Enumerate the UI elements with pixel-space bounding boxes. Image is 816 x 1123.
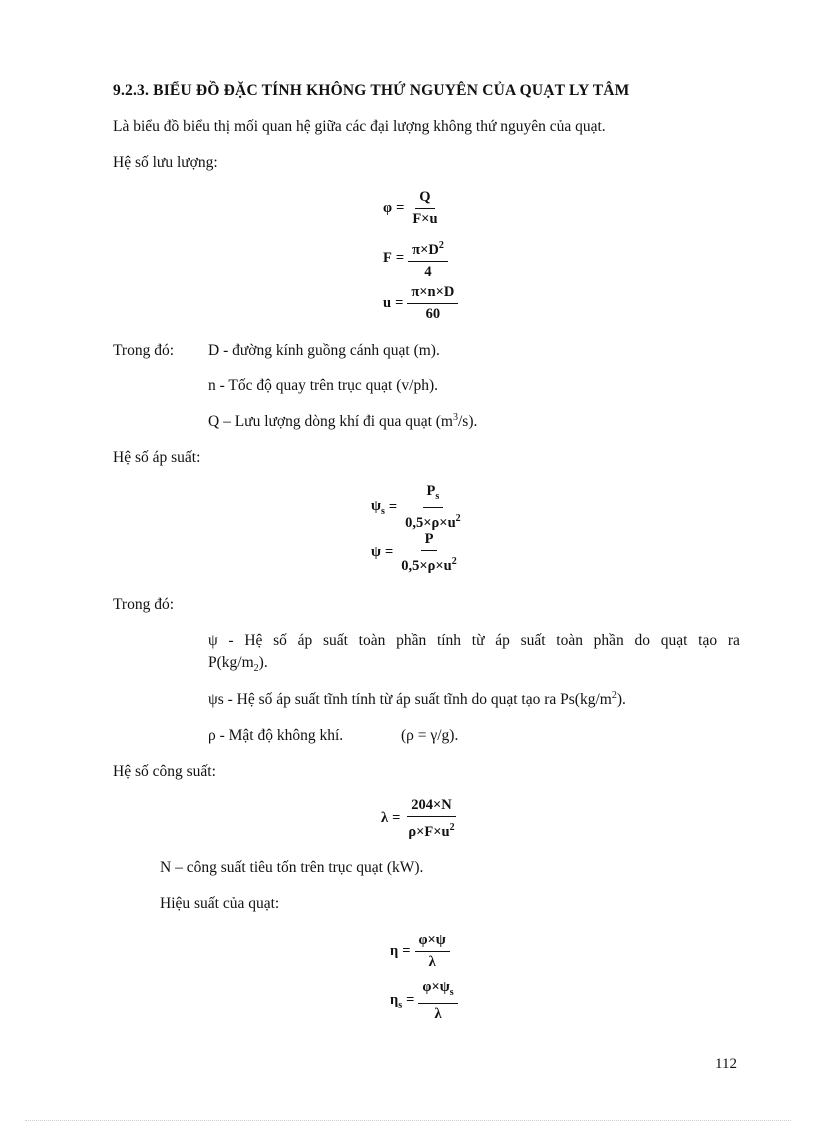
formula-psi-s: $\psi_s$ = $\frac{P_s}{0,5\times\rho\times u^2}$ (371, 483, 461, 531)
page-bottom-divider (25, 1120, 791, 1121)
definition-psi-continued: $P(kg/m_2)$. (208, 654, 268, 675)
formula-lhs: λ (381, 810, 389, 827)
formula-numerator: φ×ψ (422, 979, 450, 995)
formula-lhs: η (390, 943, 399, 959)
definition-word: tính (436, 632, 462, 649)
definition-word: toàn (358, 632, 386, 649)
formula-denominator: λ (434, 1005, 442, 1022)
formula-numerator: P (426, 483, 436, 499)
formula-lhs: u (383, 295, 392, 311)
definition-word: - (228, 632, 234, 649)
formula-denominator: ρ×F×u (408, 823, 450, 840)
definition-word: ψ (208, 632, 218, 649)
definition-word: suất (322, 632, 348, 649)
formula-phi: φ = $\frac{Q}{F\times u}$ (383, 189, 442, 228)
definition-word: toàn (556, 632, 583, 649)
definition-word: số (273, 632, 287, 649)
formula-denominator: 0,5×ρ×u (405, 514, 456, 531)
definition-n-power: N – công suất tiêu tốn trên trục quạt (kW). (160, 859, 424, 876)
pressure-coefficient-label: Hệ số áp suất: (113, 449, 201, 466)
definition-d: D - đường kính guồng cánh quạt (m). (208, 342, 440, 359)
definition-word: tạo (698, 632, 718, 649)
definition-word: từ (471, 632, 485, 649)
formula-lhs: η (390, 991, 399, 1008)
formula-lhs: ψ (371, 544, 381, 561)
formula-lhs: φ (383, 200, 393, 216)
formula-denominator: F×u (412, 211, 438, 227)
definition-rho: ρ - Mật độ không khí. (208, 727, 344, 744)
definition-word: Hệ (244, 632, 263, 649)
definition-psi-s: ψs - Hệ số áp suất tĩnh tính từ áp suất tĩnh do quạt tạo ra $Ps(kg/m^2)$. (208, 690, 626, 709)
definition-q: Q – Lưu lượng dòng khí đi qua quạt $(m^3/s)$. (208, 412, 478, 431)
definition-word: phần (396, 632, 427, 649)
flow-coefficient-label: Hệ số lưu lượng: (113, 154, 218, 171)
formula-numerator: P (421, 531, 438, 551)
definition-word: quạt (660, 632, 688, 649)
definition-word: phần (593, 632, 624, 649)
definition-word: áp (297, 632, 313, 649)
definition-word: do (634, 632, 651, 649)
formula-numerator: π×n×D (407, 284, 458, 304)
formula-lhs: ψ (371, 497, 381, 514)
definition-psi (208, 632, 740, 650)
formula-exponent: 2 (438, 240, 444, 251)
efficiency-label: Hiệu suất của quạt: (160, 895, 280, 912)
section-heading: 9.2.3. BIỂU ĐỒ ĐẶC TÍNH KHÔNG THỨ NGUYÊN CỦA QUẠT LY TÂM (113, 82, 630, 99)
definition-rho-equation: (ρ = γ/g). (401, 727, 459, 744)
page-number: 112 (715, 1056, 737, 1072)
formula-u: u = $\frac{\pi\times n\times D}{60}$ (383, 284, 458, 323)
formula-f: F = $\frac{\pi\times D^2}{4}$ (383, 237, 448, 281)
definition-n: n - Tốc độ quay trên trục quạt (v/ph). (208, 377, 438, 394)
intro-paragraph: Là biểu đồ biểu thị mối quan hệ giữa các đại lượng không thứ nguyên của quạt. (113, 118, 606, 135)
formula-denominator: 60 (425, 306, 441, 322)
definition-word: suất (520, 632, 546, 649)
formula-eta: η = $\frac{\varphi\times\psi}{\lambda}$ (390, 932, 450, 971)
formula-numerator: Q (415, 189, 434, 209)
where-label: Trong đó: (113, 596, 175, 613)
formula-psi: ψ = $\frac{P}{0,5\times\rho\times u^2}$ (371, 531, 457, 574)
where-label: Trong đó: (113, 342, 175, 359)
formula-numerator: 204×N (407, 797, 455, 817)
power-coefficient-label: Hệ số công suất: (113, 763, 216, 780)
formula-lambda: λ = $\frac{204\times N}{\rho\times F\times u^2}$ (381, 797, 455, 840)
formula-numerator: π×D (412, 241, 439, 258)
formula-denominator: 0,5×ρ×u (401, 557, 452, 574)
formula-numerator: φ×ψ (415, 932, 450, 952)
formula-eta-s: $\eta_s$ = $\frac{\varphi\times\psi_s}{\lambda}$ (390, 979, 458, 1023)
formula-lhs: F (383, 250, 392, 267)
definition-word: áp (495, 632, 510, 649)
definition-word: ra (727, 632, 740, 649)
formula-denominator: λ (428, 954, 436, 970)
formula-denominator: 4 (424, 263, 432, 280)
